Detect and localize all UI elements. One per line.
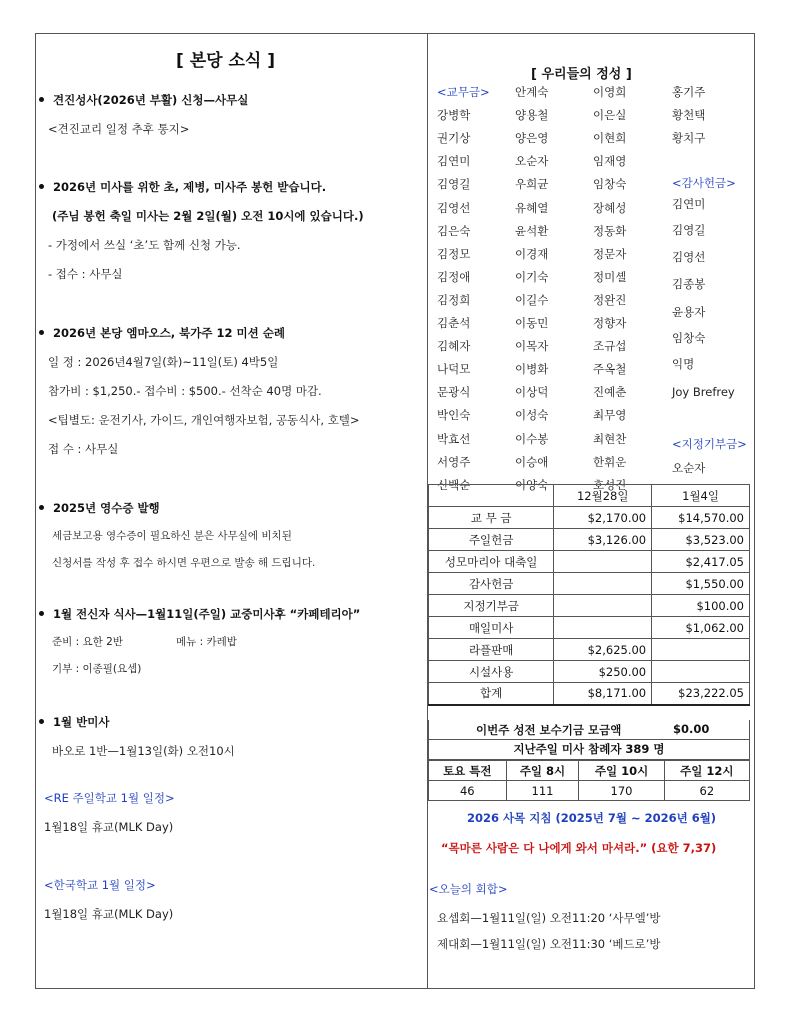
finance-header-cell: 12월28일 (554, 485, 652, 507)
donor-name: 이수봉 (515, 431, 549, 446)
candle-line-2: - 접수 : 사무실 (48, 267, 123, 281)
donor-name: 이병화 (515, 362, 549, 377)
bullet-receipt (39, 500, 160, 516)
offering-title: [ 우리들의 정성 ] (531, 67, 632, 82)
donor-name: 한휘운 (593, 454, 627, 469)
meetings-heading: <오늘의 회합> (429, 882, 508, 896)
bullet-dot (39, 330, 44, 335)
pilgrimage-tips: <팁별도: 운전기사, 가이드, 개인여행자보험, 공동식사, 호텔> (48, 413, 360, 427)
donor-name: 김은숙 (437, 223, 471, 238)
attendance-header-row (429, 761, 750, 781)
finance-amount-cell (554, 617, 652, 639)
finance-amount-cell: $2,417.05 (652, 551, 750, 573)
finance-row (429, 683, 750, 705)
attendance-header-cell: 주일 12시 (664, 761, 749, 781)
bullet-community-meal (39, 606, 360, 622)
candle-line-1: - 가정에서 쓰실 ‘초’도 함께 신청 가능. (48, 238, 241, 252)
donor-name: 이동민 (515, 316, 549, 330)
finance-amount-cell (554, 595, 652, 617)
bullet-heading: 2025년 영수증 발행 (53, 501, 160, 515)
finance-amount-cell: $250.00 (554, 661, 652, 683)
donor-name: 김영길 (437, 177, 471, 192)
meal-prep: 준비 : 요한 2반 (52, 636, 123, 648)
finance-amount-cell: $3,126.00 (554, 529, 652, 551)
donor-name: 김춘석 (437, 316, 471, 330)
korean-school-line: 1월18일 휴교(MLK Day) (44, 907, 174, 921)
donor-name: 강병학 (437, 108, 471, 123)
donor-name: 윤용자 (672, 305, 706, 319)
finance-label-cell: 지정기부금 (429, 595, 554, 617)
finance-amount-cell: $2,625.00 (554, 639, 652, 661)
finance-row (429, 639, 750, 661)
donor-name: 정문자 (593, 246, 627, 261)
bullet-heading: 1월 전신자 식사—1월11일(주일) 교중미사후 “카페테리아” (53, 607, 361, 621)
donor-name: 우희균 (515, 177, 549, 192)
parish-news-title: [ 본당 소식 ] (176, 51, 275, 71)
attendance-title: 지난주일 미사 참례자 389 명 (428, 740, 750, 760)
meal-donor: 기부 : 이종필(요셉) (52, 663, 142, 675)
donor-name: 황치구 (672, 131, 706, 146)
donor-name: 김영선 (672, 250, 706, 264)
bullet-confirmation (39, 92, 248, 108)
donor-name: 김종봉 (672, 277, 706, 291)
attendance-header-cell: 주일 10시 (579, 761, 664, 781)
donor-name: 정동화 (593, 223, 627, 238)
attendance-header-cell: 주일 8시 (506, 761, 579, 781)
donor-name: 정완진 (593, 292, 627, 307)
finance-amount-cell: $23,222.05 (652, 683, 750, 705)
finance-label-cell: 감사헌금 (429, 573, 554, 595)
finance-label-cell: 합계 (429, 683, 554, 705)
finance-label-cell: 주일헌금 (429, 529, 554, 551)
bullet-dot (39, 611, 44, 616)
finance-row (429, 507, 750, 529)
meeting-line-1: 요셉회—1월11일(일) 오전11:20 ‘사무엘’방 (437, 911, 661, 925)
donor-name: 최현찬 (593, 431, 627, 446)
finance-header-cell: 1월4일 (652, 485, 750, 507)
attendance-value-cell: 170 (579, 781, 664, 801)
finance-row (429, 573, 750, 595)
donor-name: 황천택 (672, 108, 706, 123)
donor-name: 유혜열 (515, 200, 549, 215)
pastoral-title: 2026 사목 지침 (2025년 7월 ~ 2026년 6월) (467, 811, 717, 825)
donor-name: 임창숙 (672, 331, 706, 345)
donor-name: 진예춘 (593, 385, 627, 400)
finance-amount-cell: $1,062.00 (652, 617, 750, 639)
finance-row (429, 595, 750, 617)
donor-name: 김정희 (437, 292, 471, 307)
donor-name: 김영길 (672, 223, 706, 237)
finance-amount-cell (652, 661, 750, 683)
finance-amount-cell (554, 573, 652, 595)
attendance-value-cell: 46 (429, 781, 507, 801)
donor-name: 이경재 (515, 246, 549, 261)
finance-row (429, 617, 750, 639)
donor-name: 박효선 (437, 431, 471, 446)
donor-name: 서영주 (437, 454, 471, 469)
donor-name: 김연미 (437, 154, 471, 169)
pilgrimage-apply: 접 수 : 사무실 (48, 442, 119, 456)
confirmation-note: <견진교리 일정 추후 통지> (48, 122, 190, 136)
donor-name: 최무영 (593, 408, 627, 423)
re-school-heading: <RE 주일학교 1월 일정> (44, 791, 175, 805)
attendance-value-row (429, 781, 750, 801)
finance-label-cell: 교 무 금 (429, 507, 554, 529)
bullet-heading: 2026년 미사를 위한 초, 제병, 미사주 봉헌 받습니다. (53, 180, 327, 194)
candlemas-note: (주님 봉헌 축일 미사는 2월 2일(월) 오전 10시에 있습니다.) (52, 209, 364, 223)
donor-name: 문광식 (437, 385, 471, 400)
receipt-line-2: 신청서를 작성 후 접수 하시면 우편으로 발송 해 드립니다. (52, 557, 316, 569)
donor-name: 양용철 (515, 108, 549, 123)
bullet-candle-offering (39, 179, 326, 195)
finance-header-cell (429, 485, 554, 507)
donor-name: 박인숙 (437, 408, 471, 423)
finance-table (428, 484, 750, 706)
finance-header-row (429, 485, 750, 507)
meal-menu: 메뉴 : 카레밥 (176, 636, 237, 648)
donor-name: 이은실 (593, 108, 627, 123)
receipt-line-1: 세금보고용 영수증이 필요하신 분은 사무실에 비치된 (52, 530, 292, 542)
donor-name: 정미셸 (593, 269, 627, 284)
donor-name: 이영희 (593, 85, 627, 99)
donor-name: 이현희 (593, 131, 627, 146)
donor-name: 이양숙 (515, 477, 549, 492)
pastoral-quote: “목마른 사람은 다 나에게 와서 마셔라.” (요한 7,37) (441, 841, 717, 855)
donor-name: 이성숙 (515, 408, 549, 423)
meeting-line-2: 제대회—1월11일(일) 오전11:30 ‘베드로’방 (437, 937, 661, 951)
finance-row (429, 661, 750, 683)
donor-name: Joy Brefrey (672, 385, 735, 399)
donor-name: 김정모 (437, 246, 471, 261)
donor-name: 오순자 (672, 461, 706, 475)
donor-name: 정향자 (593, 316, 627, 330)
attendance-table (428, 760, 750, 801)
donor-name: 이목자 (515, 339, 549, 354)
finance-label-cell: 시설사용 (429, 661, 554, 683)
finance-amount-cell: $100.00 (652, 595, 750, 617)
donor-name: 권기상 (437, 131, 471, 146)
donor-name: 이승애 (515, 454, 549, 469)
korean-school-heading: <한국학교 1월 일정> (44, 878, 156, 892)
finance-amount-cell: $2,170.00 (554, 507, 652, 529)
donor-name: 홍기주 (672, 85, 706, 99)
donor-name: 김연미 (672, 197, 706, 211)
pilgrimage-fee: 참가비 : $1,250.- 접수비 : $500.- 선착순 40명 마감. (48, 384, 322, 398)
donor-name: 오순자 (515, 154, 549, 169)
finance-label-cell: 라플판매 (429, 639, 554, 661)
attendance-value-cell: 62 (664, 781, 749, 801)
donor-name: 임재영 (593, 154, 627, 169)
donor-name: 윤석환 (515, 223, 549, 238)
donor-name: 신백순 (437, 477, 471, 492)
donor-name: 호성진 (593, 477, 627, 492)
donor-name: 안계숙 (515, 85, 549, 99)
donor-name: 김혜자 (437, 339, 471, 354)
bullet-dot (39, 97, 44, 102)
finance-amount-cell (652, 639, 750, 661)
repair-fund-amount: $0.00 (673, 722, 710, 736)
finance-row (429, 551, 750, 573)
bullet-heading: 견진성사(2026년 부활) 신청—사무실 (53, 93, 249, 107)
offering-category-label: <감사헌금> (672, 176, 736, 190)
finance-row (429, 529, 750, 551)
donor-name: 이길수 (515, 292, 549, 307)
bullet-heading: 1월 반미사 (53, 715, 110, 729)
bullet-dot (39, 184, 44, 189)
donor-name: 김영선 (437, 200, 471, 215)
donor-name: 김정애 (437, 269, 471, 284)
donor-name: 익명 (672, 357, 695, 371)
bullet-heading: 2026년 본당 엠마오스, 북가주 12 미션 순례 (53, 326, 285, 340)
finance-amount-cell: $14,570.00 (652, 507, 750, 529)
finance-amount-cell: $3,523.00 (652, 529, 750, 551)
finance-label-cell: 매일미사 (429, 617, 554, 639)
bullet-pilgrimage (39, 325, 285, 341)
donor-name: 임창숙 (593, 177, 627, 192)
donor-name: 장혜성 (593, 200, 627, 215)
bullet-dot (39, 719, 44, 724)
group-mass-line: 바오로 1반—1월13일(화) 오전10시 (52, 744, 235, 758)
attendance-header-cell: 토요 특전 (429, 761, 507, 781)
donor-name: 이상덕 (515, 385, 549, 400)
donor-name: 이기숙 (515, 269, 549, 284)
donor-name: 조규섭 (593, 339, 627, 354)
finance-amount-cell: $8,171.00 (554, 683, 652, 705)
bullet-dot (39, 505, 44, 510)
bullet-group-mass (39, 714, 109, 730)
donor-name: 양은영 (515, 131, 549, 146)
repair-fund-row (428, 720, 750, 740)
pilgrimage-date: 일 정 : 2026년4월7일(화)~11일(토) 4박5일 (48, 355, 279, 369)
donor-name: 나덕모 (437, 362, 471, 377)
repair-fund-label: 이번주 성전 보수기금 모금액 (476, 723, 622, 737)
finance-amount-cell (554, 551, 652, 573)
finance-label-cell: 성모마리아 대축일 (429, 551, 554, 573)
offering-category-label: <지정기부금> (672, 437, 747, 451)
finance-amount-cell: $1,550.00 (652, 573, 750, 595)
attendance-value-cell: 111 (506, 781, 579, 801)
offering-category-label: <교무금> (437, 85, 490, 99)
re-school-line: 1월18일 휴교(MLK Day) (44, 820, 174, 834)
donor-name: 주옥철 (593, 362, 627, 377)
